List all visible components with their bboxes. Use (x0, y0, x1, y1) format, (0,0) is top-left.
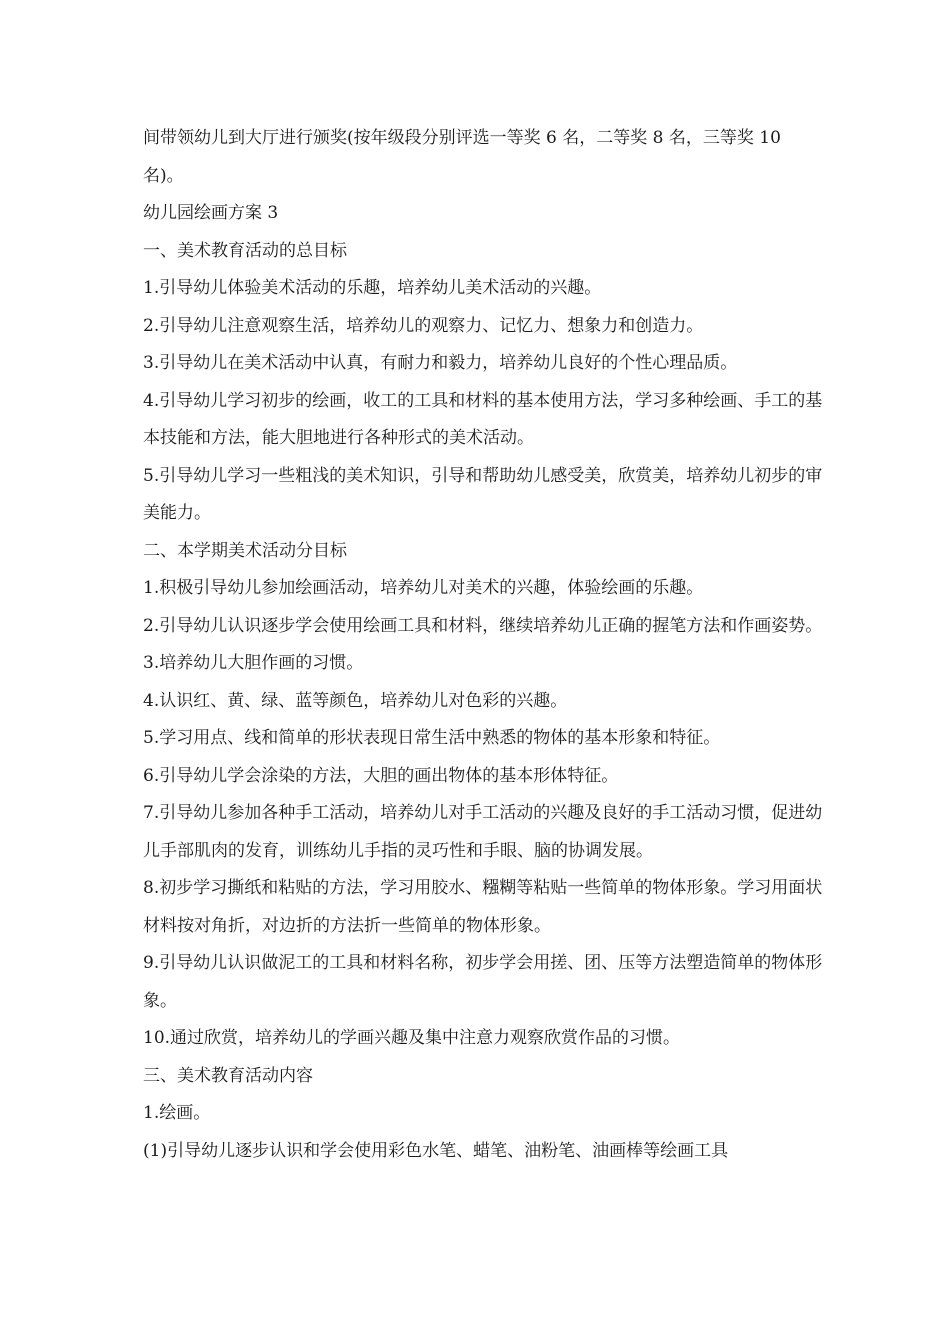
paragraph-plan-title: 幼儿园绘画方案 3 (143, 203, 279, 223)
list-item: 4.认识红、黄、绿、蓝等颜色，培养幼儿对色彩的兴趣。 (143, 690, 568, 711)
list-item: 2.引导幼儿注意观察生活，培养幼儿的观察力、记忆力、想象力和创造力。 (143, 315, 704, 336)
list-item: 6.引导幼儿学会涂染的方法，大胆的画出物体的基本形体特征。 (143, 765, 619, 786)
document-body (143, 120, 823, 1170)
list-item: 3.培养幼儿大胆作画的习惯。 (143, 653, 364, 673)
list-item: 1.绘画。 (143, 1103, 211, 1123)
heading-semester-goals: 二、本学期美术活动分目标 (143, 540, 347, 561)
heading-overall-goals: 一、美术教育活动的总目标 (143, 240, 347, 261)
list-item: 2.引导幼儿认识逐步学会使用绘画工具和材料，继续培养幼儿正确的握笔方法和作画姿势。 (143, 615, 823, 636)
list-item: 7.引导幼儿参加各种手工活动，培养幼儿对手工活动的兴趣及良好的手工活动习惯，促进幼儿手部肌肉的发育，训练幼儿手指的灵巧性和手眼、脑的协调发展。 (143, 803, 823, 861)
paragraph-award-continuation: 间带领幼儿到大厅进行颁奖(按年级段分别评选一等奖 6 名，二等奖 8 名，三等奖 10 名)。 (143, 128, 781, 186)
list-item: 4.引导幼儿学习初步的绘画，收工的工具和材料的基本使用方法，学习多种绘画、手工的基本技能和方法，能大胆地进行各种形式的美术活动。 (143, 390, 823, 448)
list-item: 10.通过欣赏，培养幼儿的学画兴趣及集中注意力观察欣赏作品的习惯。 (143, 1028, 681, 1048)
list-item: 1.积极引导幼儿参加绘画活动，培养幼儿对美术的兴趣，体验绘画的乐趣。 (143, 578, 704, 598)
list-item: (1)引导幼儿逐步认识和学会使用彩色水笔、蜡笔、油粉笔、油画棒等绘画工具 (143, 1140, 729, 1161)
list-item: 5.学习用点、线和简单的形状表现日常生活中熟悉的物体的基本形象和特征。 (143, 728, 721, 748)
list-item: 9.引导幼儿认识做泥工的工具和材料名称，初步学会用搓、团、压等方法塑造简单的物体形象。 (143, 953, 823, 1011)
list-item: 5.引导幼儿学习一些粗浅的美术知识，引导和帮助幼儿感受美，欣赏美，培养幼儿初步的审美能力。 (143, 465, 823, 523)
heading-activity-content: 三、美术教育活动内容 (143, 1065, 313, 1086)
list-item: 1.引导幼儿体验美术活动的乐趣，培养幼儿美术活动的兴趣。 (143, 278, 602, 298)
list-item: 8.初步学习撕纸和粘贴的方法，学习用胶水、糨糊等粘贴一些简单的物体形象。学习用面状材料按对角折，对边折的方法折一些简单的物体形象。 (143, 878, 823, 936)
list-item: 3.引导幼儿在美术活动中认真，有耐力和毅力，培养幼儿良好的个性心理品质。 (143, 353, 738, 373)
